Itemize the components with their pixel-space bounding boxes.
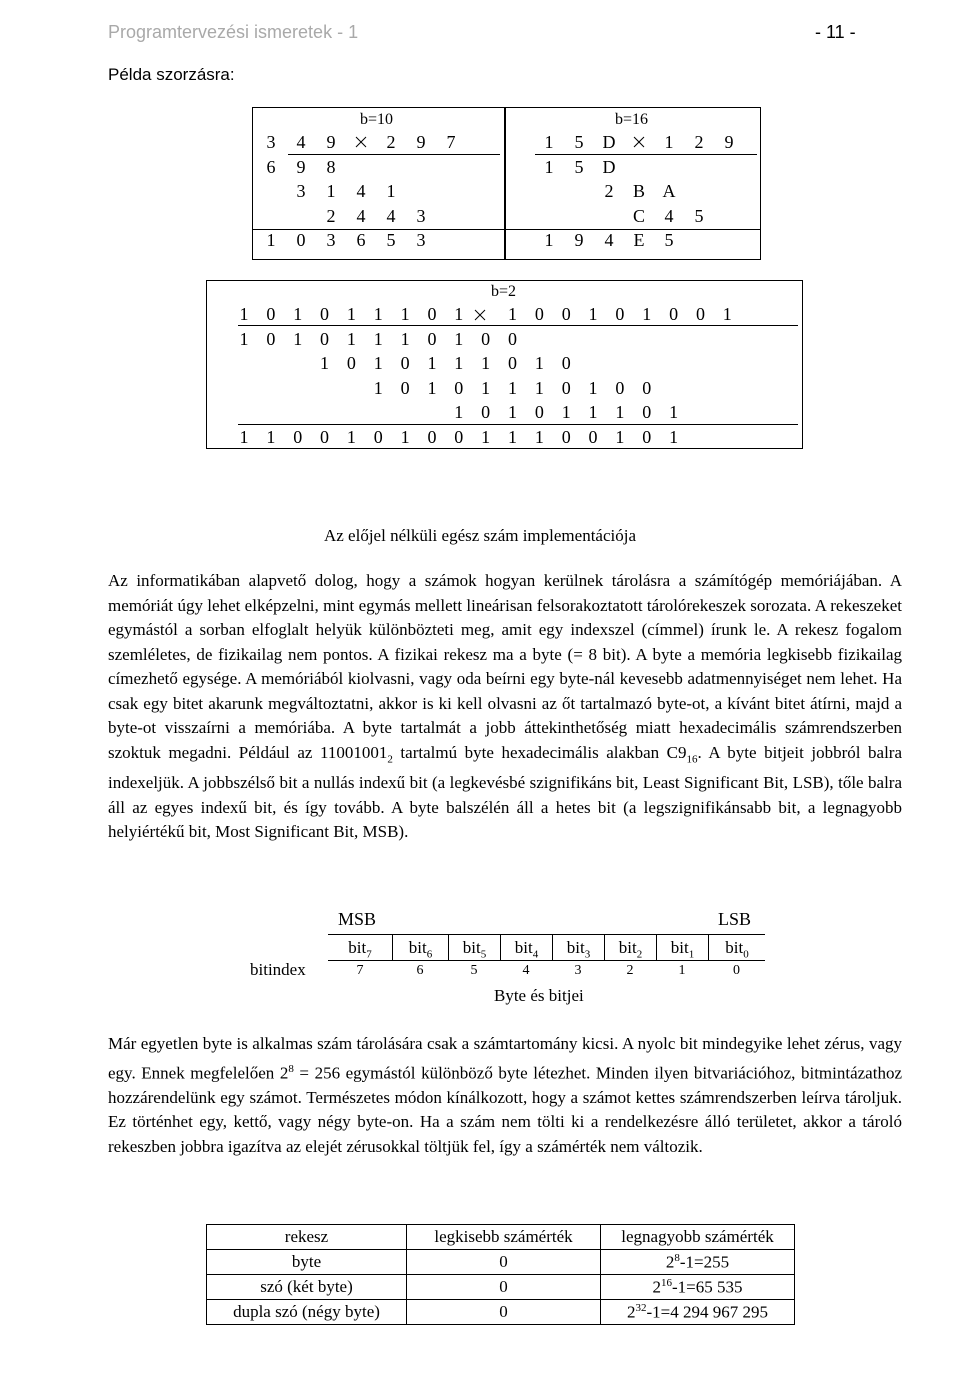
binary-digit: 1 xyxy=(508,402,517,423)
digit: 9 xyxy=(574,230,584,250)
binary-digit: 1 xyxy=(534,377,544,398)
binary-digit: 0 xyxy=(695,304,705,324)
binary-digit: 1 xyxy=(400,304,410,324)
base10-title: b=10 xyxy=(360,111,394,128)
section-title: Az előjel nélküli egész szám implementációja xyxy=(323,526,637,545)
binary-digit: 0 xyxy=(669,304,679,324)
binary-digit: 0 xyxy=(400,353,410,374)
binary-digit: 1 xyxy=(400,328,410,349)
bitindex-value: 6 xyxy=(416,963,424,978)
binary-digit: 1 xyxy=(534,353,544,374)
lsb-label: LSB xyxy=(718,909,752,929)
bit-subscript: 1 xyxy=(688,948,695,961)
binary-digit: 1 xyxy=(454,353,464,374)
binary-digit: 1 xyxy=(454,304,464,324)
sum-line xyxy=(238,424,798,425)
binary-digit: 0 xyxy=(266,304,276,324)
row-max xyxy=(601,1250,795,1275)
digit: 4 xyxy=(664,205,674,226)
digit: 7 xyxy=(446,132,456,152)
value-range-table xyxy=(206,1224,795,1325)
binary-digit: 0 xyxy=(454,427,464,447)
binary-digit: 1 xyxy=(454,328,464,349)
digit: 2 xyxy=(386,132,396,152)
binary-digit: 1 xyxy=(320,353,330,374)
binary-digit: 1 xyxy=(346,427,356,447)
binary-digit: 0 xyxy=(293,427,303,447)
binary-digit: 1 xyxy=(454,402,464,423)
row-max-rest: -1=65 535 xyxy=(672,1277,743,1297)
bitindex-value: 4 xyxy=(522,963,530,978)
row-min: 0 xyxy=(407,1275,601,1300)
paragraph-memory-text-2: tartalmú byte hexadecimális alakban C9 xyxy=(392,742,687,762)
digit: 3 xyxy=(416,230,426,250)
digit: 6 xyxy=(266,156,276,177)
binary-digit: 0 xyxy=(320,328,330,349)
digit: C xyxy=(632,205,645,226)
digit: 6 xyxy=(356,230,366,250)
bitindex-value: 1 xyxy=(678,963,686,978)
sum-line xyxy=(535,154,757,155)
table-row xyxy=(207,1275,795,1300)
bit-subscript: 4 xyxy=(532,948,539,961)
digit: 5 xyxy=(694,205,704,226)
bit-subscript: 6 xyxy=(426,948,433,961)
superscript-8: 8 xyxy=(288,1062,294,1075)
bit-label: bit xyxy=(566,938,585,957)
binary-digit: 0 xyxy=(615,304,625,324)
digit: 5 xyxy=(386,230,396,250)
binary-digit: 1 xyxy=(722,304,732,324)
bit-subscript: 2 xyxy=(636,948,643,961)
binary-digit: 0 xyxy=(508,328,517,349)
digit: 0 xyxy=(296,230,306,250)
sum-line xyxy=(252,229,505,230)
base16-title: b=16 xyxy=(615,111,649,128)
digit: A xyxy=(662,181,676,201)
running-header-title: Programtervezési ismeretek - 1 xyxy=(108,22,359,42)
bit-subscript: 0 xyxy=(743,948,749,961)
table-row xyxy=(207,1300,795,1325)
paragraph-memory-text-1: Az informatikában alapvető dolog, hogy a számok hogyan kerülnek tárolásra a számítógép memóriájában. A memóriát úgy lehet elképzelni, mint egymás mellett lineárisan felsorakoztatott tárolórekeszek sorozata. A rekeszeket egymástól a sorban elfoglalt helyük különbözteti meg, amit egy indexszel (címmel) írunk le. A rekesz fogalom szemléletes, de fizikailag nem pontos. A fizikai rekesz ma a byte (= 8 bit). A byte a memória legkisebb fizikailag címezhető egysége. A memóriából kiolvasni, vagy oda beírni egy byte-nál kevesebb adatmennyiséget nem lehet. Ha csak egy bitet akarunk megváltoztatni, akkor is ki kell olvasni az őt tartalmazó byte-ot, a kívánt bitet átírni, majd a byte-ot visszaírni a memóriába. A byte tartalmát a jobb áttekinthetőség miatt hexadecimális számrendszerben szoktuk megadni. Például az 11001001 xyxy=(108,571,902,762)
binary-digit: 1 xyxy=(615,427,625,447)
sum-line xyxy=(505,229,760,230)
binary-digit: 0 xyxy=(561,304,571,324)
digit: 1 xyxy=(544,230,554,250)
paragraph-storage-text-2: = 256 egymástól különböző byte létezhet. Minden ilyen bitvariációhoz, bitmintázathoz hozzárendelünk egy számot. Természetes módon kínálkozott, hogy a számot kettes számrendszerben leírva tároljuk. Ez történhet egy, kettő, vagy négy byte-on. Ha a szám nem tölti ki a rendelkezésre álló területet, akkor a tároló rekeszben jobbra igazítva az elejét zérusokkal töltjük fel, így a számérték nem változik. xyxy=(108,1063,903,1156)
binary-digit: 1 xyxy=(588,304,598,324)
digit: 9 xyxy=(296,156,306,177)
binary-digit: 1 xyxy=(239,427,249,447)
paragraph-storage xyxy=(108,1032,902,1159)
binary-digit: 0 xyxy=(400,377,410,398)
binary-digit: 1 xyxy=(481,377,491,398)
bitindex-value: 0 xyxy=(733,963,740,978)
header-rekesz: rekesz xyxy=(207,1225,407,1250)
sum-line xyxy=(238,325,798,326)
bitindex-value: 7 xyxy=(356,963,364,978)
header-max: legnagyobb számérték xyxy=(601,1225,795,1250)
binary-digit: 0 xyxy=(427,328,437,349)
binary-digit: 1 xyxy=(239,328,249,349)
row-min: 0 xyxy=(407,1300,601,1325)
digit: 2 xyxy=(604,181,614,201)
digit: 4 xyxy=(356,205,366,226)
digit: 1 xyxy=(544,132,554,152)
binary-digit: 0 xyxy=(588,427,598,447)
binary-digit: 0 xyxy=(454,377,464,398)
bit-subscript: 3 xyxy=(584,948,591,961)
binary-digit: 1 xyxy=(346,328,356,349)
binary-digit: 1 xyxy=(293,304,303,324)
subscript-base2: 2 xyxy=(387,752,393,765)
row-max-exp: 16 xyxy=(661,1276,672,1289)
digit: 4 xyxy=(604,230,614,250)
row-max-rest: -1=4 294 967 295 xyxy=(646,1302,768,1322)
bit-subscript: 7 xyxy=(366,948,372,961)
binary-digit: 0 xyxy=(427,427,437,447)
binary-digit: 0 xyxy=(642,427,652,447)
row-min: 0 xyxy=(407,1250,601,1275)
binary-digit: 1 xyxy=(266,427,276,447)
binary-digit: 1 xyxy=(669,427,679,447)
digit: 3 xyxy=(416,205,426,226)
digit: 8 xyxy=(326,156,336,177)
digit: E xyxy=(633,230,645,250)
digit: 5 xyxy=(574,156,584,177)
paragraph-memory-text-3: . A byte bitjeit jobbról balra indexeljük. A jobbszélső bit a nullás indexű bit (a legkevésbé szignifikáns bit, Least Significant Bit, LSB), tőle balra áll az egyes indexű bit, és így tovább. A byte balszélén áll a hetes bit (a legszignifikánsabb bit, a legnagyobb helyiértékű bit, Most Significant Bit, MSB). xyxy=(108,742,902,842)
binary-digit: 0 xyxy=(427,304,437,324)
table-header-row xyxy=(207,1225,795,1250)
row-max-base: 2 xyxy=(652,1277,661,1297)
binary-digit: 0 xyxy=(320,304,330,324)
row-name: byte xyxy=(207,1250,407,1275)
row-max-base: 2 xyxy=(627,1302,636,1322)
bitindex-values xyxy=(328,958,765,984)
multiply-icon xyxy=(631,134,647,150)
binary-digit: 1 xyxy=(400,427,410,447)
binary-digit: 0 xyxy=(320,427,330,447)
digit: 9 xyxy=(326,132,336,152)
binary-digit: 1 xyxy=(293,328,303,349)
bitindex-label: bitindex xyxy=(250,960,306,979)
bit-label: bit xyxy=(348,938,367,957)
binary-digit: 1 xyxy=(373,353,383,374)
binary-digit: 0 xyxy=(534,402,544,423)
digit: 2 xyxy=(694,132,704,152)
digit: D xyxy=(602,156,616,177)
digit: 1 xyxy=(386,181,396,201)
digit: 1 xyxy=(326,181,336,201)
multiply-icon xyxy=(472,307,488,323)
digit: 2 xyxy=(326,205,336,226)
paragraph-storage-text-1: Már egyetlen byte is alkalmas szám tárolására csak a számtartomány kicsi. A nyolc bit mindegyike lehet zérus, vagy egy. Ennek megfelelően 2 xyxy=(108,1034,902,1083)
binary-digit: 0 xyxy=(615,377,625,398)
binary-digit: 0 xyxy=(561,377,571,398)
binary-digit: 1 xyxy=(373,377,383,398)
digit: 3 xyxy=(266,132,276,152)
bit-label: bit xyxy=(408,938,427,957)
row-max-exp: 32 xyxy=(635,1301,647,1314)
bit-subscript: 5 xyxy=(480,948,487,961)
binary-digit: 0 xyxy=(534,304,544,324)
multiply-icon xyxy=(353,134,369,150)
bit-label: bit xyxy=(725,938,744,957)
digit: 1 xyxy=(266,230,276,250)
binary-digit: 1 xyxy=(642,304,652,324)
binary-digit: 1 xyxy=(561,402,571,423)
binary-digit: 0 xyxy=(373,427,383,447)
digit: 1 xyxy=(664,132,674,152)
header-min: legkisebb számérték xyxy=(407,1225,601,1250)
binary-digit: 0 xyxy=(508,353,517,374)
digit: 4 xyxy=(386,205,396,226)
bitindex-value: 2 xyxy=(626,963,634,978)
subscript-base16: 16 xyxy=(686,752,698,765)
digit: 5 xyxy=(574,132,584,152)
binary-digit: 1 xyxy=(481,427,491,447)
binary-digit: 1 xyxy=(588,402,598,423)
row-max-base: 2 xyxy=(665,1252,675,1272)
page-number: - 11 - xyxy=(815,22,856,42)
binary-digit: 1 xyxy=(346,304,356,324)
digit: 4 xyxy=(296,132,306,152)
binary-digit: 1 xyxy=(588,377,598,398)
binary-digit: 0 xyxy=(346,353,356,374)
binary-digit: 1 xyxy=(669,402,679,423)
digit: 3 xyxy=(296,181,306,201)
bit-label: bit xyxy=(462,938,481,957)
row-name: szó (két byte) xyxy=(207,1275,407,1300)
binary-digit: 1 xyxy=(481,353,491,374)
binary-digit: 1 xyxy=(508,304,517,324)
table-row xyxy=(207,1250,795,1275)
bitindex-value: 3 xyxy=(574,963,582,978)
row-max-exp: 8 xyxy=(674,1251,680,1264)
intro-text: Példa szorzásra: xyxy=(108,65,235,84)
digit: B xyxy=(632,181,645,201)
digit: 9 xyxy=(724,132,734,152)
bit-label: bit xyxy=(514,938,533,957)
paragraph-memory xyxy=(108,569,902,845)
binary-digit: 1 xyxy=(615,402,625,423)
binary-digit: 1 xyxy=(427,353,437,374)
binary-digit: 1 xyxy=(427,377,437,398)
base2-title: b=2 xyxy=(491,283,517,300)
bitindex-value: 5 xyxy=(470,963,478,978)
binary-digit: 1 xyxy=(373,328,383,349)
digit: 1 xyxy=(544,156,554,177)
digit: 5 xyxy=(664,230,674,250)
row-max-rest: -1=255 xyxy=(679,1252,730,1272)
binary-digit: 1 xyxy=(508,377,517,398)
binary-digit: 0 xyxy=(642,377,652,398)
row-max xyxy=(601,1300,795,1325)
digit: 4 xyxy=(356,181,366,201)
bit-label: bit xyxy=(618,938,637,957)
digit: 9 xyxy=(416,132,426,152)
row-max xyxy=(601,1275,795,1300)
binary-digit: 0 xyxy=(561,353,571,374)
binary-digit: 1 xyxy=(239,304,249,324)
digit: 3 xyxy=(326,230,336,250)
binary-digit: 0 xyxy=(266,328,276,349)
binary-digit: 1 xyxy=(534,427,544,447)
binary-digit: 1 xyxy=(373,304,383,324)
binary-digit: 0 xyxy=(481,402,491,423)
bit-table-caption: Byte és bitjei xyxy=(494,986,584,1005)
binary-digit: 0 xyxy=(642,402,652,423)
bit-label: bit xyxy=(670,938,689,957)
digit: D xyxy=(602,132,616,152)
binary-digit: 0 xyxy=(561,427,571,447)
msb-label: MSB xyxy=(338,909,377,929)
row-name: dupla szó (négy byte) xyxy=(207,1300,407,1325)
binary-digit: 1 xyxy=(508,427,517,447)
binary-digit: 0 xyxy=(481,328,491,349)
sum-line xyxy=(288,154,500,155)
